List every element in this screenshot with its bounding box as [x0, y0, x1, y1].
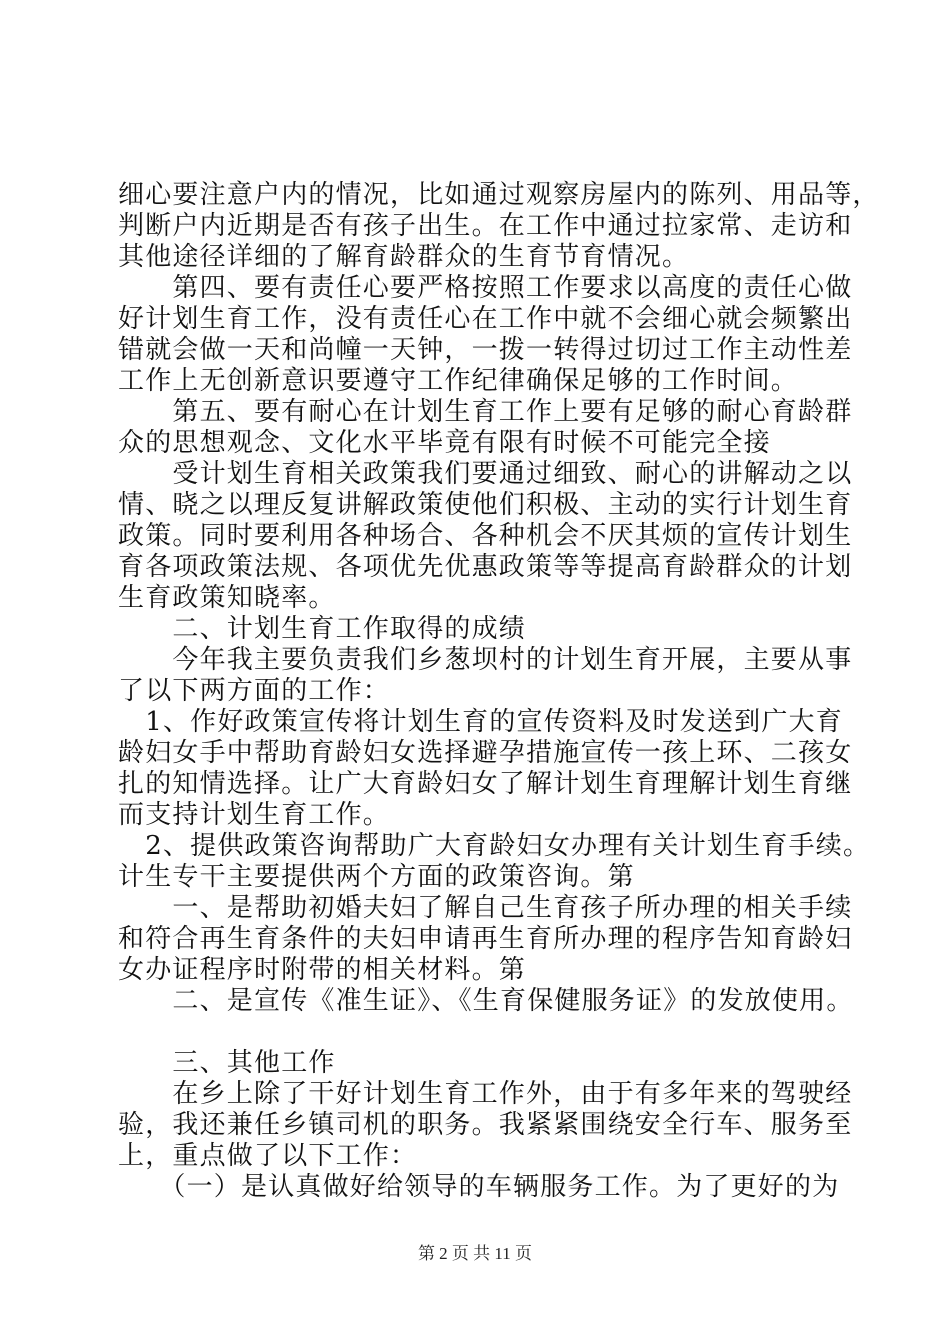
section-heading: 二、计划生育工作取得的成绩 — [118, 614, 527, 644]
text-line: 扎的知情选择。让广大育龄妇女了解计划生育理解计划生育继 — [118, 769, 853, 799]
text-line: 第四、要有责任心要严格按照工作要求以高度的责任心做 — [118, 273, 853, 303]
section-heading: 三、其他工作 — [118, 1048, 336, 1078]
text-line: 1、作好政策宣传将计划生育的宣传资料及时发送到广大育 — [118, 707, 843, 737]
page-number-footer: 第 2 页 共 11 页 — [417, 1244, 533, 1263]
text-line: 而支持计划生育工作。 — [118, 800, 391, 830]
text-line: 今年我主要负责我们乡葱坝村的计划生育开展，主要从事 — [118, 645, 853, 675]
text-line: 上，重点做了以下工作： — [118, 1141, 418, 1171]
text-line: 众的思想观念、文化水平毕竟有限有时候不可能完全接 — [118, 428, 771, 458]
text-line: 情、晓之以理反复讲解政策使他们积极、主动的实行计划生育 — [118, 490, 853, 520]
text-line: 验，我还兼任乡镇司机的职务。我紧紧围绕安全行车、服务至 — [118, 1110, 853, 1140]
text-line: 判断户内近期是否有孩子出生。在工作中通过拉家常、走访和 — [118, 211, 853, 241]
text-line: 工作上无创新意识要遵守工作纪律确保足够的工作时间。 — [118, 366, 799, 396]
text-line: 在乡上除了干好计划生育工作外，由于有多年来的驾驶经 — [118, 1079, 853, 1109]
text-line: 2、提供政策咨询帮助广大育龄妇女办理有关计划生育手续。 — [118, 831, 871, 861]
text-line: 二、是宣传《准生证》、《生育保健服务证》的发放使用。 — [118, 986, 854, 1016]
text-line: 第五、要有耐心在计划生育工作上要有足够的耐心育龄群 — [118, 397, 853, 427]
text-line: 女办证程序时附带的相关材料。第 — [118, 955, 527, 985]
text-line: 和符合再生育条件的夫妇申请再生育所办理的程序告知育龄妇 — [118, 924, 853, 954]
text-line: 细心要注意户内的情况，比如通过观察房屋内的陈列、用品等， — [118, 180, 880, 210]
text-line: 计生专干主要提供两个方面的政策咨询。第 — [118, 862, 635, 892]
text-line: 了以下两方面的工作： — [118, 676, 391, 706]
text-line: 其他途径详细的了解育龄群众的生育节育情况。 — [118, 242, 690, 272]
text-line: 龄妇女手中帮助育龄妇女选择避孕措施宣传一孩上环、二孩女 — [118, 738, 853, 768]
text-line: 好计划生育工作，没有责任心在工作中就不会细心就会频繁出 — [118, 304, 853, 334]
text-line: 一、是帮助初婚夫妇了解自己生育孩子所办理的相关手续 — [118, 893, 853, 923]
text-line: 受计划生育相关政策我们要通过细致、耐心的讲解动之以 — [118, 459, 853, 489]
text-line: 生育政策知晓率。 — [118, 583, 336, 613]
text-line: 政策。同时要利用各种场合、各种机会不厌其烦的宣传计划生 — [118, 521, 853, 551]
text-line: （一）是认真做好给领导的车辆服务工作。为了更好的为 — [118, 1172, 840, 1202]
text-line: 错就会做一天和尚幢一天钟，一拨一转得过切过工作主动性差 — [118, 335, 853, 365]
text-line: 育各项政策法规、各项优先优惠政策等等提高育龄群众的计划 — [118, 552, 853, 582]
